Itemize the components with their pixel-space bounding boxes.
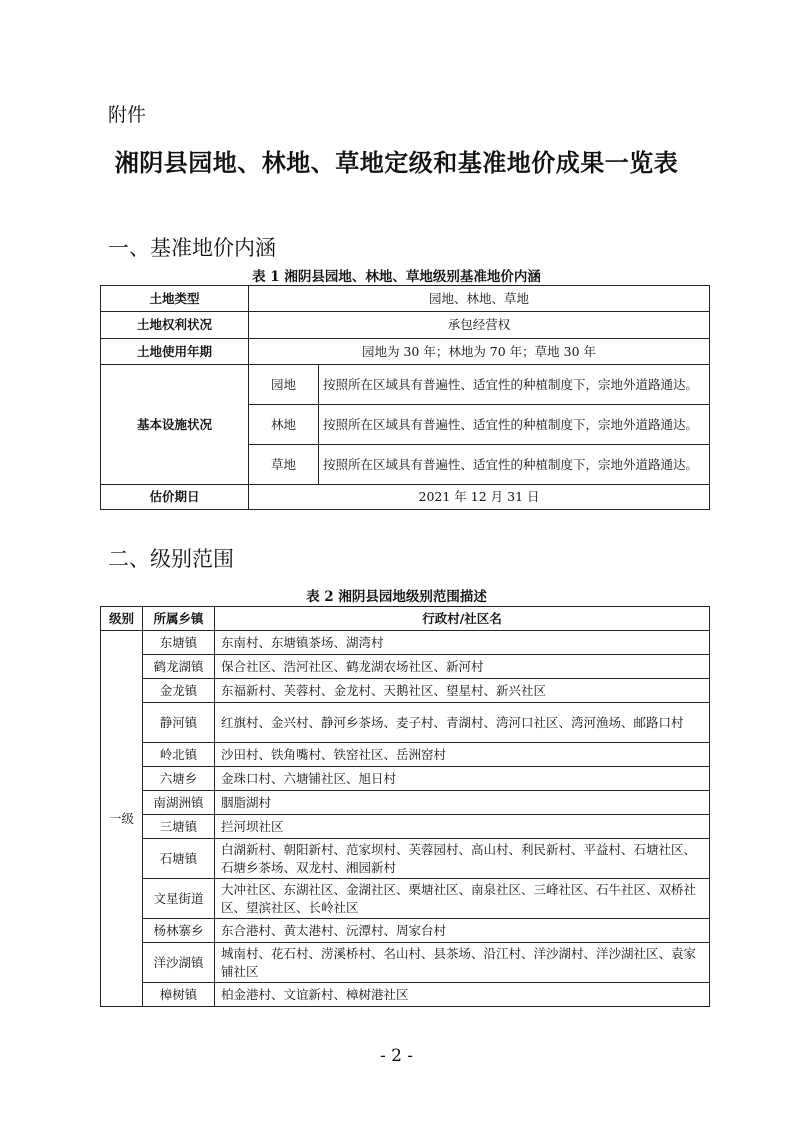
table-row: [101, 767, 710, 791]
table-header-row: [101, 607, 710, 631]
infra-desc: 按照所在区域具有普遍性、适宜性的种植制度下，宗地外道路通达。: [319, 365, 710, 405]
town-cell: 静河镇: [143, 703, 215, 743]
table-row: [101, 655, 710, 679]
infra-type: 草地: [249, 445, 319, 485]
villages-cell: 大冲社区、东湖社区、金湖社区、栗塘社区、南泉社区、三峰社区、石牛社区、双桥社区、望滨社区、长岭社区: [215, 879, 710, 919]
table-row: [101, 919, 710, 943]
page-title: 湘阴县园地、林地、草地定级和基准地价成果一览表: [114, 148, 679, 177]
table-row: [101, 983, 710, 1007]
land-type-value: 园地、林地、草地: [249, 286, 710, 312]
date-value: 2021 年 12 月 31 日: [249, 485, 710, 510]
table-row: [101, 879, 710, 919]
level-cell: 一级: [101, 631, 143, 1007]
table2-orchard-level-scope: [100, 606, 710, 1007]
table-row: [101, 679, 710, 703]
header-villages: 行政村/社区名: [215, 607, 710, 631]
villages-cell: 白湖新村、朝阳新村、范家坝村、芙蓉园村、高山村、利民新村、平益村、石塘社区、石塘乡茶场、双龙村、湘园新村: [215, 839, 710, 879]
villages-cell: 保合社区、浩河社区、鹤龙湖农场社区、新河村: [215, 655, 710, 679]
villages-cell: 柏金港村、文谊新村、樟树港社区: [215, 983, 710, 1007]
villages-cell: 东南村、东塘镇茶场、湖湾村: [215, 631, 710, 655]
town-cell: 金龙镇: [143, 679, 215, 703]
table1-land-price-connotation: [100, 285, 710, 510]
land-type-label: 土地类型: [101, 286, 249, 312]
table-row: [101, 743, 710, 767]
table1-caption: 表 1 湘阴县园地、林地、草地级别基准地价内涵: [252, 269, 541, 285]
page-number: - 2 -: [379, 1046, 414, 1066]
table-row: [101, 286, 710, 312]
town-cell: 鹤龙湖镇: [143, 655, 215, 679]
villages-cell: 拦河坝社区: [215, 815, 710, 839]
table-row: [101, 839, 710, 879]
table-row: [101, 339, 710, 365]
infra-desc: 按照所在区域具有普遍性、适宜性的种植制度下，宗地外道路通达。: [319, 445, 710, 485]
villages-cell: 胭脂湖村: [215, 791, 710, 815]
header-town: 所属乡镇: [143, 607, 215, 631]
table-row: [101, 815, 710, 839]
table-row: [101, 365, 710, 405]
villages-cell: 东福新村、芙蓉村、金龙村、天鹅社区、望星村、新兴社区: [215, 679, 710, 703]
infra-type: 园地: [249, 365, 319, 405]
table-row: [101, 631, 710, 655]
villages-cell: 城南村、花石村、涝溪桥村、名山村、县茶场、沿江村、洋沙湖村、洋沙湖社区、袁家铺社区: [215, 943, 710, 983]
villages-cell: 红旗村、金兴村、静河乡茶场、麦子村、青湖村、湾河口社区、湾河渔场、邮路口村: [215, 703, 710, 743]
rights-value: 承包经营权: [249, 312, 710, 339]
table-row: [101, 703, 710, 743]
infra-desc: 按照所在区域具有普遍性、适宜性的种植制度下，宗地外道路通达。: [319, 405, 710, 445]
rights-label: 土地权利状况: [101, 312, 249, 339]
table-row: [101, 485, 710, 510]
villages-cell: 金珠口村、六塘铺社区、旭日村: [215, 767, 710, 791]
town-cell: 樟树镇: [143, 983, 215, 1007]
table-row: [101, 943, 710, 983]
town-cell: 三塘镇: [143, 815, 215, 839]
town-cell: 东塘镇: [143, 631, 215, 655]
header-level: 级别: [101, 607, 143, 631]
town-cell: 石塘镇: [143, 839, 215, 879]
section2-heading: 二、级别范围: [108, 547, 234, 571]
town-cell: 洋沙湖镇: [143, 943, 215, 983]
date-label: 估价期日: [101, 485, 249, 510]
town-cell: 岭北镇: [143, 743, 215, 767]
table-row: [101, 791, 710, 815]
table-row: [101, 312, 710, 339]
infra-type: 林地: [249, 405, 319, 445]
town-cell: 南湖洲镇: [143, 791, 215, 815]
town-cell: 文星街道: [143, 879, 215, 919]
term-label: 土地使用年期: [101, 339, 249, 365]
town-cell: 六塘乡: [143, 767, 215, 791]
table2-caption: 表 2 湘阴县园地级别范围描述: [306, 589, 487, 605]
attachment-label: 附件: [108, 104, 147, 126]
villages-cell: 沙田村、铁角嘴村、铁窑社区、岳洲窑村: [215, 743, 710, 767]
villages-cell: 东合港村、黄太港村、沅潭村、周家台村: [215, 919, 710, 943]
section1-heading: 一、基准地价内涵: [108, 236, 276, 260]
infra-label: 基本设施状况: [101, 365, 249, 485]
town-cell: 杨林寨乡: [143, 919, 215, 943]
term-value: 园地为 30 年；林地为 70 年；草地 30 年: [249, 339, 710, 365]
